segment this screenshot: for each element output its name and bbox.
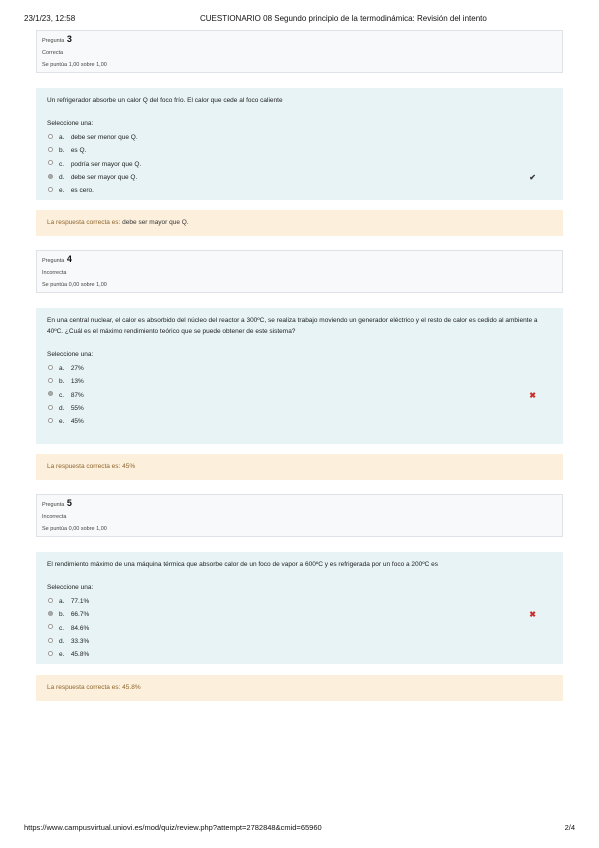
radio-selected-icon[interactable] [48, 611, 53, 616]
answer-option[interactable]: e. 45% [47, 415, 552, 428]
radio-icon[interactable] [48, 624, 53, 629]
print-title: CUESTIONARIO 08 Segundo principio de la termodinámica: Revisión del intento [200, 14, 487, 23]
feedback-prefix: La respuesta correcta es: [47, 463, 121, 470]
radio-selected-icon[interactable] [48, 391, 53, 396]
answer-list [47, 595, 552, 661]
question-text: El rendimiento máximo de una máquina térmica que absorbe calor de un foco de vapor a 600ºC y es refrigerada por un foco a 200ºC es [47, 561, 438, 568]
answer-option[interactable]: e. es cero. [47, 184, 552, 197]
answer-prompt: Seleccione una: [47, 120, 94, 127]
answer-option[interactable]: a. 27% [47, 362, 552, 375]
question-formulation [36, 88, 563, 200]
answer-option[interactable]: a. debe ser menor que Q. [47, 131, 552, 144]
answer-option[interactable]: b. 13% [47, 375, 552, 388]
answer-option[interactable]: d. 33.3% [47, 635, 552, 648]
answer-option[interactable]: d. 55% [47, 402, 552, 415]
question-label: Pregunta [42, 258, 65, 264]
answer-list [47, 131, 552, 197]
incorrect-cross-icon: ✖ [529, 390, 536, 400]
answer-option[interactable]: b. 66.7% ✖ [47, 608, 552, 621]
incorrect-cross-icon: ✖ [529, 610, 536, 620]
answer-prompt: Seleccione una: [47, 351, 94, 358]
radio-selected-icon[interactable] [48, 174, 53, 179]
answer-option[interactable]: a. 77.1% [47, 595, 552, 608]
question-number: 4 [66, 254, 72, 264]
feedback-prefix: La respuesta correcta es: [47, 684, 121, 691]
question-info [36, 30, 563, 73]
question-formulation [36, 308, 563, 444]
feedback-box [36, 675, 563, 701]
feedback-box [36, 210, 563, 236]
answer-option[interactable]: c. 84.6% [47, 622, 552, 635]
radio-icon[interactable] [48, 187, 53, 192]
radio-icon[interactable] [48, 147, 53, 152]
question-state: Incorrecta [42, 270, 67, 276]
answer-option[interactable]: e. 45.8% [47, 648, 552, 661]
feedback-answer: 45% [122, 463, 136, 470]
print-url: https://www.campusvirtual.uniovi.es/mod/quiz/review.php?attempt=2782848&cmid=65960 [24, 823, 322, 832]
correct-check-icon: ✔ [529, 172, 536, 182]
radio-icon[interactable] [48, 378, 53, 383]
question-label: Pregunta [42, 502, 65, 508]
question-info [36, 250, 563, 293]
radio-icon[interactable] [48, 365, 53, 370]
answer-option[interactable]: d. debe ser mayor que Q. ✔ [47, 171, 552, 184]
radio-icon[interactable] [48, 651, 53, 656]
question-state: Incorrecta [42, 514, 67, 520]
radio-icon[interactable] [48, 134, 53, 139]
question-state: Correcta [42, 50, 64, 56]
question-number: 5 [66, 498, 72, 508]
answer-list [47, 362, 552, 428]
feedback-box [36, 454, 563, 480]
radio-icon[interactable] [48, 405, 53, 410]
question-grade: Se puntúa 0,00 sobre 1,00 [42, 526, 107, 532]
question-grade: Se puntúa 0,00 sobre 1,00 [42, 282, 107, 288]
radio-icon[interactable] [48, 418, 53, 423]
answer-prompt: Seleccione una: [47, 584, 94, 591]
radio-icon[interactable] [48, 160, 53, 165]
question-formulation [36, 552, 563, 664]
print-header [24, 14, 575, 26]
question-grade: Se puntúa 1,00 sobre 1,00 [42, 62, 107, 68]
question-text: Un refrigerador absorbe un calor Q del foco frío. El calor que cede al foco caliente [47, 97, 283, 104]
question-label: Pregunta [42, 38, 65, 44]
question-text: En una central nuclear, el calor es absorbido del núcleo del reactor a 300ºC, se realiza trabajo moviendo un generador eléctrico y el resto de calor es cedido al ambiente a 40ºC. ¿Cuál es el máximo rendimiento teórico que se puede obtener de este sistema? [47, 317, 538, 335]
radio-icon[interactable] [48, 638, 53, 643]
answer-option[interactable]: c. podría ser mayor que Q. [47, 158, 552, 171]
radio-icon[interactable] [48, 598, 53, 603]
answer-option[interactable]: c. 87% ✖ [47, 389, 552, 402]
question-info [36, 494, 563, 537]
page-number: 2/4 [564, 823, 575, 832]
print-datetime: 23/1/23, 12:58 [24, 14, 76, 23]
feedback-answer: 45.8% [122, 684, 141, 691]
feedback-prefix: La respuesta correcta es: [47, 219, 121, 226]
feedback-answer: debe ser mayor que Q. [122, 219, 189, 226]
question-number: 3 [66, 34, 72, 44]
print-footer [24, 823, 575, 835]
answer-option[interactable]: b. es Q. [47, 144, 552, 157]
